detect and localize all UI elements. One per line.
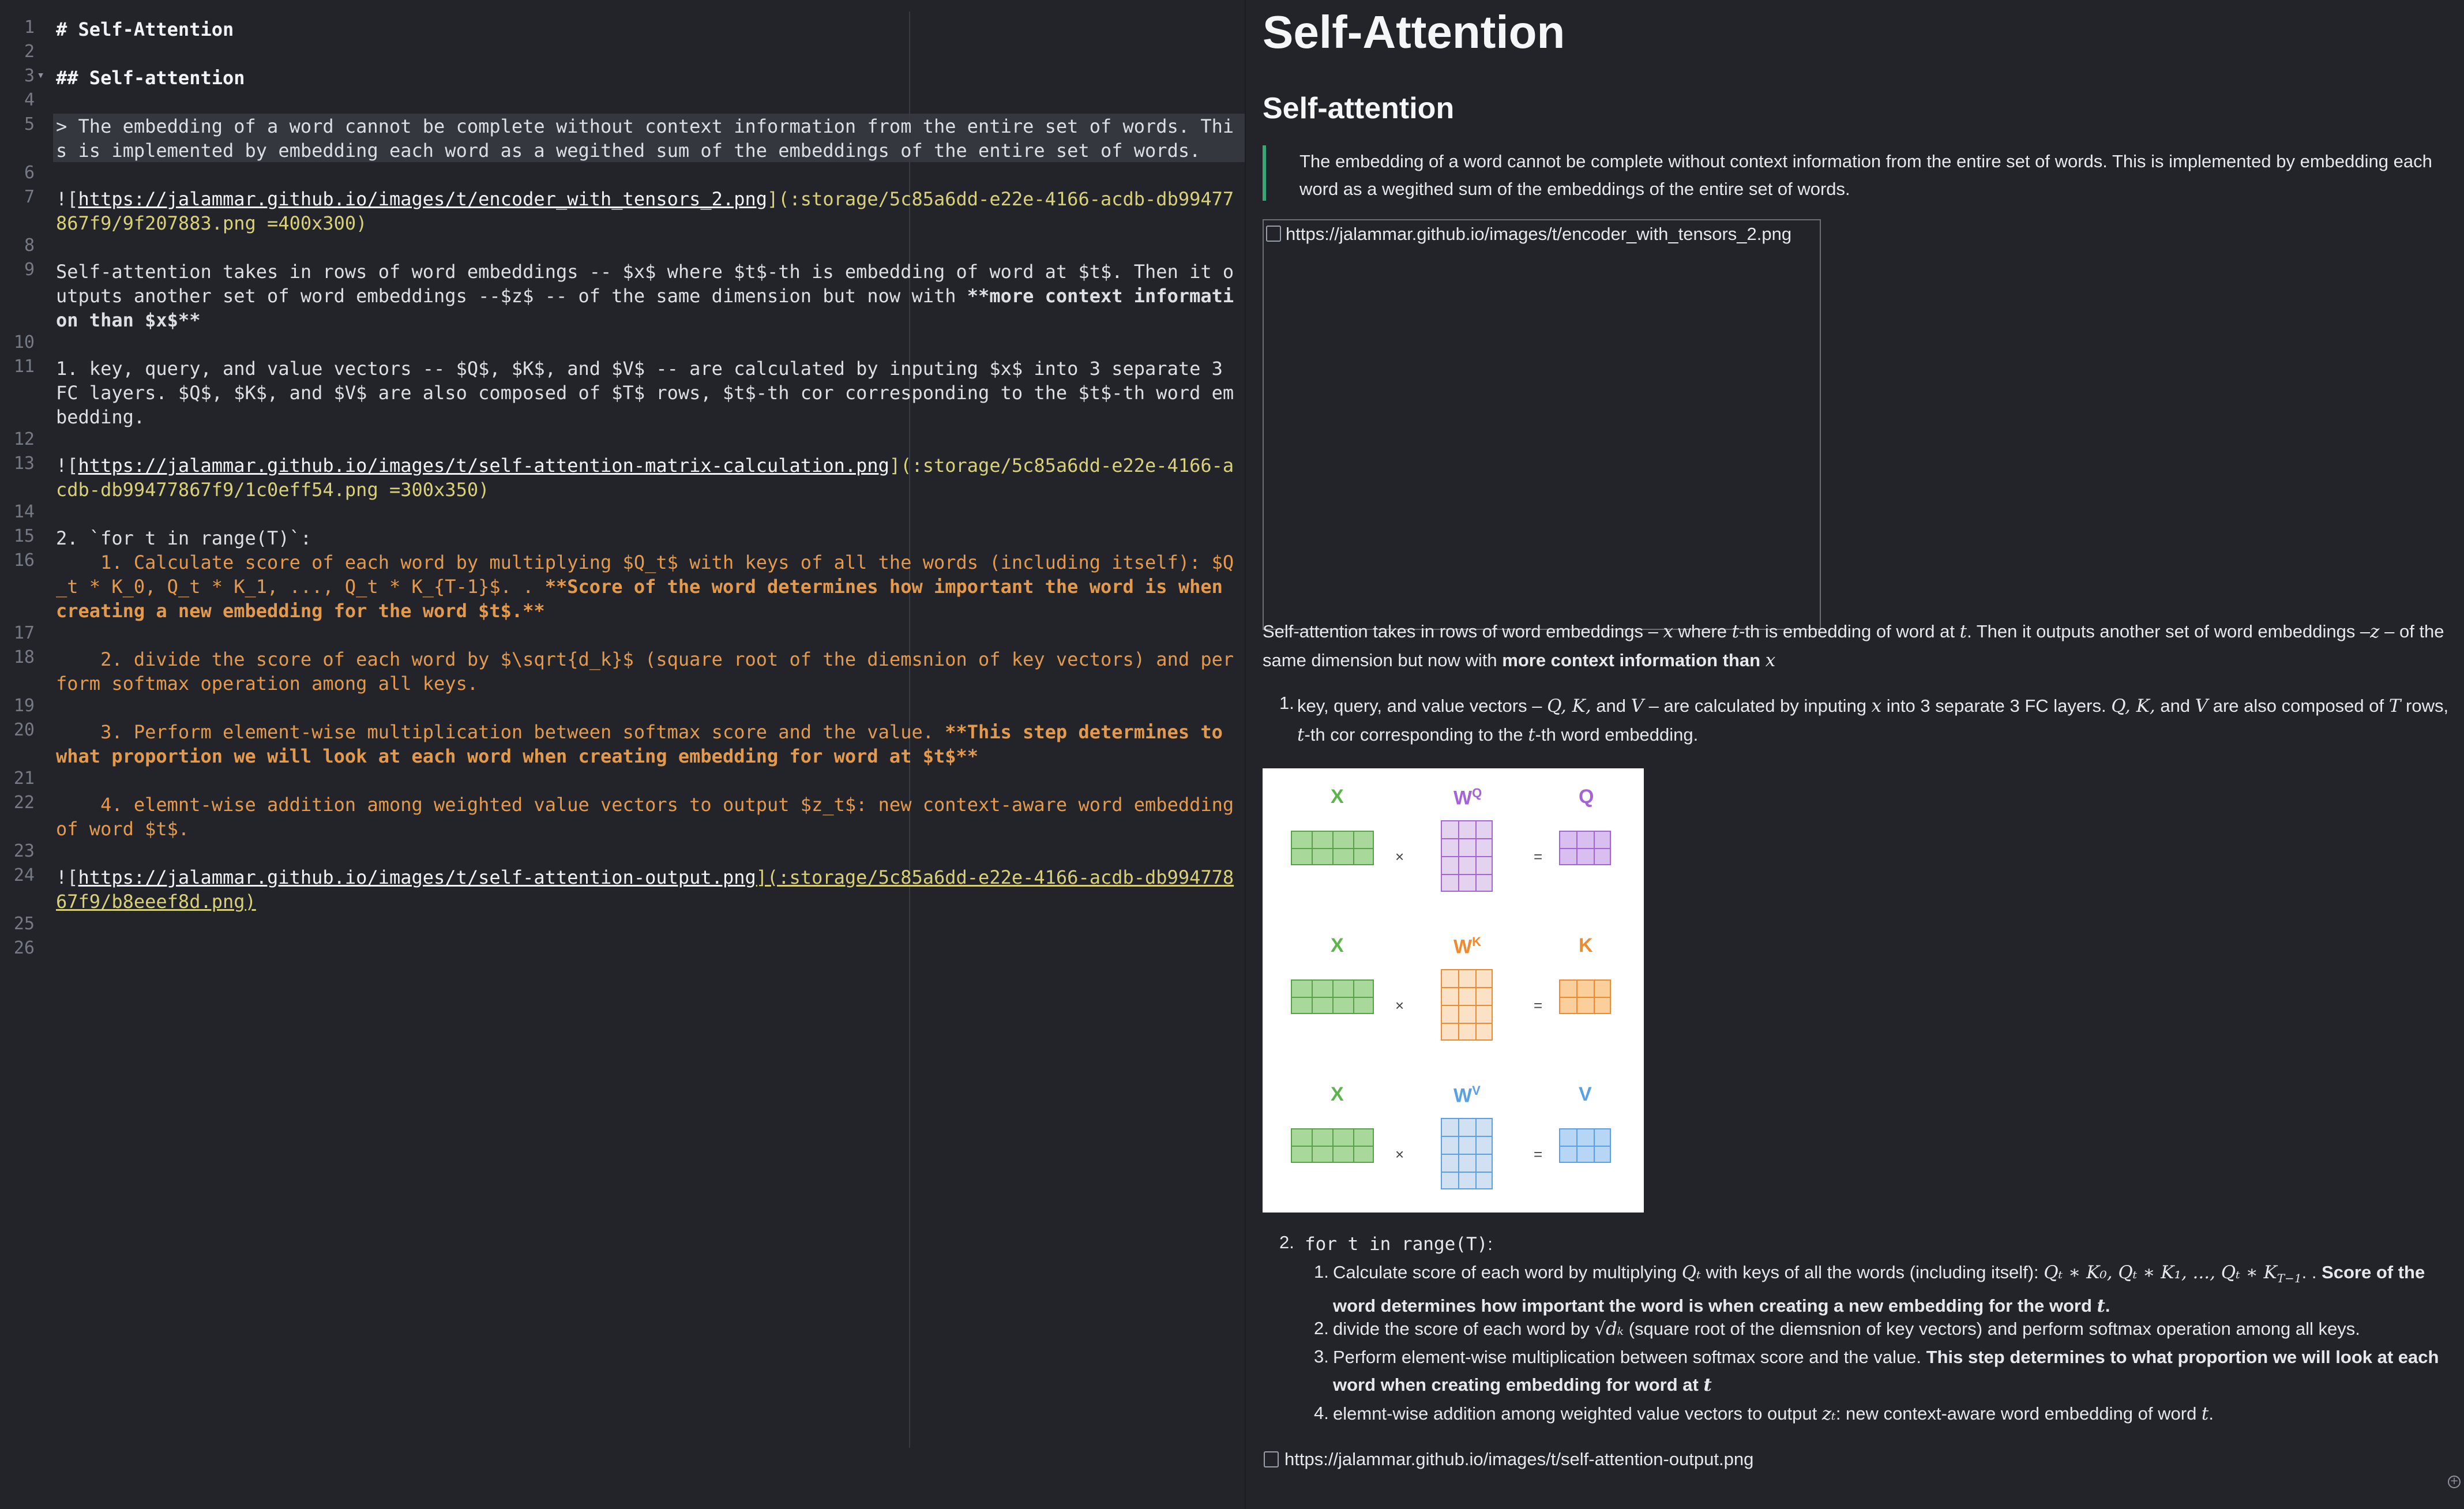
plain-text: 1. Calculate score of each word by multiplying $Q_t$ with keys of all the words (including itself): $Q_t * K_0, Q_t * K_1, ..., Q_t * K_{T-1}$. .	[56, 551, 1234, 598]
line-number: 5	[24, 114, 35, 134]
text: -th cor corresponding to the	[1304, 725, 1528, 745]
line-number: 17	[13, 623, 35, 643]
multiply-sign: ×	[1395, 997, 1404, 1014]
image-alt-text: https://jalammar.github.io/images/t/self-attention-output.png	[1284, 1449, 1754, 1469]
line-number: 15	[13, 526, 35, 546]
bold-text: **Score of the word determines how important the word is when creating a new embedding for the word $t$.**	[56, 576, 1234, 622]
math: x	[1663, 621, 1673, 642]
line-number: 25	[13, 914, 35, 934]
math: x	[1765, 650, 1776, 671]
preview-heading-1: Self-Attention	[1263, 6, 1565, 58]
matrix-label-superscript: Q	[1472, 786, 1482, 800]
preview-heading-2: Self-attention	[1263, 92, 1455, 125]
bold-text: **more context information than $x$**	[56, 285, 1234, 331]
line-text[interactable]	[56, 865, 1235, 914]
text: -th word embedding.	[1535, 725, 1699, 745]
math: t	[1703, 1375, 1712, 1395]
line-number: 8	[24, 235, 35, 256]
zoom-icon[interactable]: +	[2448, 1476, 2461, 1488]
text: : new context-aware word embedding of word	[1835, 1403, 2202, 1424]
matrix-label-output: V	[1579, 1083, 1592, 1105]
text: rows,	[2401, 696, 2449, 716]
matrix-label-output: K	[1579, 934, 1593, 956]
line-text[interactable]: 2. divide the score of each word by $\sqrt{d_k}$ (square root of the diemsnion of key vectors) and perform softmax operation among all keys.	[56, 648, 1234, 695]
inline-code: for t in range(T)	[1305, 1234, 1488, 1255]
bold-text: Score of the word determines how important the word is when creating a new embedding for the word	[1333, 1262, 2425, 1316]
multiply-sign: ×	[1395, 1146, 1404, 1163]
broken-image-encoder	[1263, 219, 1821, 630]
image-syntax: ![	[56, 866, 78, 888]
text: and	[2155, 696, 2195, 716]
text: – of the same dimension but now with	[1263, 621, 2444, 670]
matrix-output-grid	[1559, 831, 1611, 865]
text: divide the score of each word by	[1333, 1319, 1595, 1339]
math: Q, K,	[1547, 696, 1591, 716]
list-number: 1.	[1314, 1262, 1329, 1282]
math: z	[2370, 621, 2380, 642]
math: V	[2195, 696, 2208, 716]
self-attention-matrix-figure	[1263, 768, 1644, 1213]
list-number: 2.	[1314, 1318, 1329, 1338]
line-text[interactable]	[56, 453, 1235, 502]
image-syntax: ![	[56, 188, 78, 210]
math: zₜ	[1821, 1403, 1836, 1424]
preview-sublist-item	[1333, 1315, 2455, 1343]
preview-paragraph	[1263, 617, 2451, 675]
matrix-weight-grid	[1441, 1118, 1493, 1189]
math: t	[1731, 621, 1740, 642]
line-number: 23	[13, 841, 35, 861]
line-number: 19	[13, 696, 35, 716]
math: Qₜ	[1681, 1262, 1701, 1283]
math: t	[2201, 1403, 2209, 1424]
matrix-weight-grid	[1441, 820, 1493, 892]
text: Self-attention takes in rows of word embeddings –	[1263, 621, 1663, 641]
image-storage-path: ](:storage/5c85a6dd-e22e-4166-acdb-db99477867f9/1c0eff54.png =300x350)	[56, 455, 1234, 501]
matrix-output-grid	[1559, 979, 1611, 1014]
line-number: 9	[24, 260, 35, 280]
line-text[interactable]: > The embedding of a word cannot be complete without context information from the entire set of words. This is implemented by embedding each word as a wegithed sum of the embeddings of the entire set of words.	[56, 115, 1234, 162]
line-number: 24	[13, 865, 35, 885]
math: t	[1959, 621, 1967, 642]
fold-toggle-icon[interactable]: ▾	[37, 68, 45, 82]
matrix-label-weight: $W^V$	[1453, 1083, 1481, 1107]
text: (square root of the diemsnion of key vectors) and perform softmax operation among all keys.	[1624, 1319, 2360, 1339]
equals-sign: =	[1534, 997, 1543, 1014]
math: t	[1528, 725, 1535, 745]
line-number: 7	[24, 187, 35, 207]
line-number: 14	[13, 502, 35, 522]
line-text[interactable]: 2. `for t in range(T)`:	[56, 527, 312, 549]
math: T	[2388, 696, 2401, 716]
multiply-sign: ×	[1395, 848, 1404, 865]
line-number: 3	[24, 66, 35, 86]
plain-text: 3. Perform element-wise multiplication between softmax score and the value.	[56, 721, 945, 743]
text: :	[1488, 1234, 1493, 1254]
preview-list-item	[1305, 1230, 1493, 1259]
bold-text: **This step determines to what proportion we will look at each word when creating embedding for word at $t$**	[56, 721, 1234, 767]
line-number: 10	[13, 332, 35, 352]
image-link-text[interactable]: https://jalammar.github.io/images/t/encoder_with_tensors_2.png	[78, 188, 767, 210]
line-number: 11	[13, 356, 35, 377]
broken-image-icon	[1266, 226, 1281, 242]
matrix-x-grid	[1291, 1128, 1374, 1163]
text: with keys of all the words (including itself):	[1700, 1262, 2044, 1282]
preview-list-item	[1297, 692, 2451, 749]
broken-image-output	[1263, 1449, 1753, 1470]
bold-text: .	[2105, 1296, 2110, 1316]
line-text[interactable]: 4. elemnt-wise addition among weighted value vectors to output $z_t$: new context-aware word embedding of word $t$.	[56, 794, 1245, 840]
list-number: 1.	[1279, 693, 1294, 713]
line-number: 1	[24, 17, 35, 37]
bold-text: This step determines to what proportion we will look at each word when creating embedding for word at	[1333, 1347, 2439, 1395]
line-number: 16	[13, 550, 35, 570]
text: key, query, and value vectors –	[1297, 696, 1547, 716]
image-storage-path: ](:storage/5c85a6dd-e22e-4166-acdb-db99477867f9/9f207883.png =400x300)	[56, 188, 1234, 234]
math: x	[1871, 696, 1882, 716]
equals-sign: =	[1534, 1146, 1543, 1163]
preview-sublist-item	[1333, 1400, 2455, 1428]
line-text[interactable]: ## Self-attention	[56, 67, 245, 89]
list-number: 2.	[1279, 1232, 1294, 1252]
matrix-weight-grid	[1441, 969, 1493, 1041]
plain-text: Self-attention takes in rows of word embeddings -- $x$ where $t$-th is embedding of word at $t$. Then it outputs another set of word embeddings --$z$ -- of the same dimension but now with	[56, 261, 1234, 307]
text: are also composed of	[2208, 696, 2389, 716]
math: t	[1297, 725, 1305, 745]
math: Qₜ ∗ K₀, Qₜ ∗ K₁, ..., Qₜ ∗ K	[2044, 1262, 2277, 1283]
text: . .	[2301, 1262, 2322, 1282]
matrix-label-weight: $W^K$	[1453, 934, 1481, 958]
bold-text: more context information than	[1502, 650, 1766, 670]
line-number: 6	[24, 163, 35, 183]
line-text[interactable]	[56, 187, 1235, 235]
math: t	[2097, 1296, 2105, 1317]
line-text[interactable]: # Self-Attention	[56, 18, 234, 40]
text: elemnt-wise addition among weighted value vectors to output	[1333, 1403, 1822, 1424]
line-number: 22	[13, 793, 35, 813]
math: V	[1631, 696, 1644, 716]
line-text[interactable]	[56, 720, 1235, 768]
math: √dₖ	[1594, 1319, 1624, 1339]
image-link-text[interactable]: https://jalammar.github.io/images/t/self-attention-matrix-calculation.png	[78, 455, 889, 476]
matrix-x-grid	[1291, 831, 1374, 865]
matrix-label-x: X	[1331, 786, 1344, 808]
text: and	[1591, 696, 1631, 716]
line-text[interactable]	[56, 260, 1235, 332]
line-number: 4	[24, 90, 35, 110]
matrix-label-superscript: V	[1472, 1083, 1481, 1098]
text: -th is embedding of word at	[1739, 621, 1960, 641]
list-number: 3.	[1314, 1346, 1329, 1367]
line-number: 21	[13, 768, 35, 789]
list-number: 4.	[1314, 1403, 1329, 1423]
text: Perform element-wise multiplication between softmax score and the value.	[1333, 1347, 1926, 1367]
text: where	[1673, 621, 1732, 641]
broken-image-icon	[1264, 1451, 1279, 1467]
line-text[interactable]: 1. key, query, and value vectors -- $Q$, $K$, and $V$ -- are calculated by inputing $x$ into 3 separate 3 FC layers. $Q$, $K$, and $V$ are also composed of $T$ rows, $t$-th cor corresponding to the $t$-th word embedding.	[56, 358, 1234, 428]
matrix-label-x: X	[1331, 934, 1344, 956]
text: Calculate score of each word by multiplying	[1333, 1262, 1682, 1282]
text: . Then it outputs another set of word embeddings –	[1967, 621, 2371, 641]
matrix-x-grid	[1291, 979, 1374, 1014]
image-storage-path: ](:storage/5c85a6dd-e22e-4166-acdb-db99477867f9/b8eeef8d.png)	[56, 866, 1234, 913]
preview-blockquote: The embedding of a word cannot be complete without context information from the entire set of words. This is implemented by embedding each word as a wegithed sum of the embeddings of the entire set of words.	[1263, 145, 2439, 201]
text: into 3 separate 3 FC layers.	[1881, 696, 2112, 716]
matrix-label-weight: $W^Q$	[1453, 786, 1482, 809]
line-number: 13	[13, 453, 35, 474]
matrix-label-output: Q	[1579, 786, 1594, 808]
preview-sublist-item	[1333, 1259, 2455, 1320]
matrix-label-superscript: K	[1472, 934, 1481, 949]
image-link-text[interactable]: https://jalammar.github.io/images/t/self-attention-output.png	[78, 866, 756, 888]
matrix-label-x: X	[1331, 1083, 1344, 1105]
preview-sublist-item	[1333, 1343, 2455, 1399]
equals-sign: =	[1534, 848, 1543, 865]
text: .	[2208, 1403, 2214, 1424]
line-number: 2	[24, 42, 35, 62]
matrix-output-grid	[1559, 1128, 1611, 1163]
math-subscript: T−1	[2277, 1271, 2302, 1286]
text: – are calculated by inputing	[1644, 696, 1872, 716]
image-syntax: ![	[56, 455, 78, 476]
math: Q, K,	[2111, 696, 2155, 716]
line-number: 26	[13, 938, 35, 958]
line-number: 20	[13, 720, 35, 740]
line-number: 12	[13, 429, 35, 449]
markdown-preview-pane[interactable]	[1246, 0, 2464, 1509]
line-text[interactable]	[56, 550, 1235, 623]
line-number: 18	[13, 647, 35, 667]
image-alt-text: https://jalammar.github.io/images/t/encoder_with_tensors_2.png	[1286, 224, 1792, 244]
